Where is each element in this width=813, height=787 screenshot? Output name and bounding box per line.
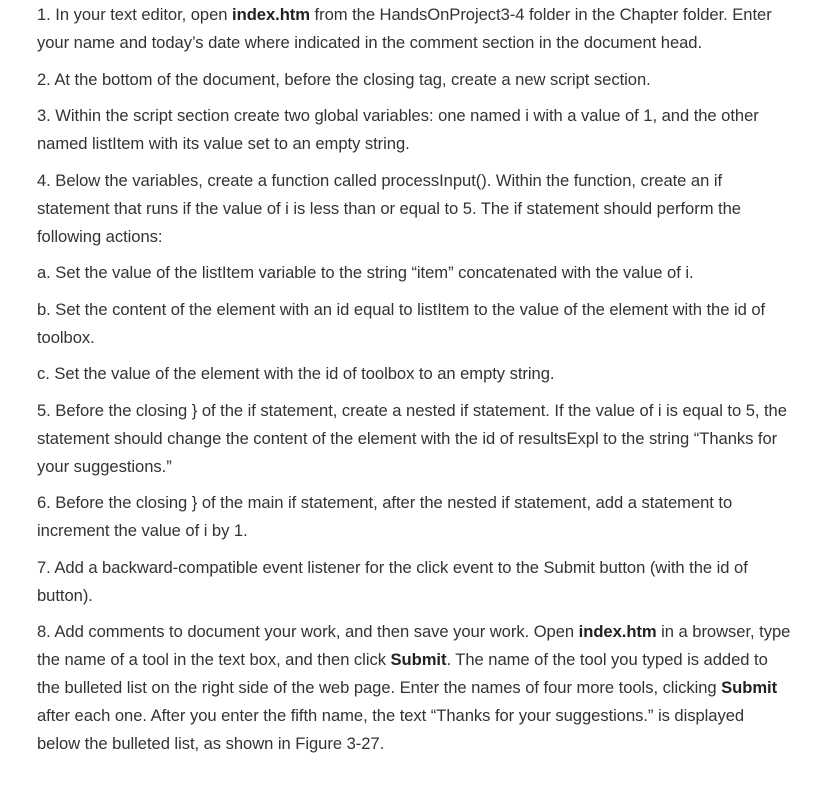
step-8-text-a: 8. Add comments to document your work, and then save your work. Open (37, 622, 579, 641)
step-7: 7. Add a backward-compatible event listener for the click event to the Submit button (with the id of button). (37, 557, 748, 605)
step-1-text-a: 1. In your text editor, open (37, 5, 233, 24)
step-3: 3. Within the script section create two global variables: one named i with a value of 1, and the other named listItem with its value set to an empty string. (37, 106, 759, 153)
step-8-submit-1: Submit (390, 650, 447, 669)
step-8-filename: index.htm (578, 622, 657, 641)
step-1 (37, 1, 791, 57)
step-1-filename: index.htm (232, 5, 310, 24)
step-4a: a. Set the value of the listItem variable to the string “item” concatenated with the value of i. (37, 263, 694, 282)
step-2: 2. At the bottom of the document, before the closing tag, create a new script section. (37, 69, 651, 89)
step-8-submit-2: Submit (721, 678, 778, 697)
step-4c: c. Set the value of the element with the id of toolbox to an empty string. (37, 364, 555, 383)
step-1-text-b: from the HandsOnProject3-4 folder in the Chapter folder. Enter your name and today’s date where indicated in the comment section in the document head. (37, 5, 772, 52)
step-6: 6. Before the closing } of the main if statement, after the nested if statement, add a statement to increment the value of i by 1. (37, 493, 733, 540)
step-8-text-b: in a browser, type the name of a tool in the text box, and then click (37, 622, 791, 669)
step-5: 5. Before the closing } of the if statement, create a nested if statement. If the value of i is equal to 5, the statement should change the content of the element with the id of resultsExpl to the string “Thanks for your suggestions.” (37, 400, 787, 476)
step-4b: b. Set the content of the element with an id equal to listItem to the value of the element with the id of toolbox. (37, 299, 766, 347)
step-8-text-c: . The name of the tool you typed is added to the bulleted list on the right side of the web page. Enter the names of four more tools, clicking (37, 650, 768, 697)
step-8 (37, 618, 791, 758)
step-8-text-d: after each one. After you enter the fifth name, the text “Thanks for your suggestions.” is displayed below the bulleted list, as shown in Figure 3-27. (37, 706, 745, 753)
instructions-document (0, 1, 813, 758)
step-4: 4. Below the variables, create a function called processInput(). Within the function, create an if statement that runs if the value of i is less than or equal to 5. The if statement should perform the following actions: (37, 170, 741, 246)
